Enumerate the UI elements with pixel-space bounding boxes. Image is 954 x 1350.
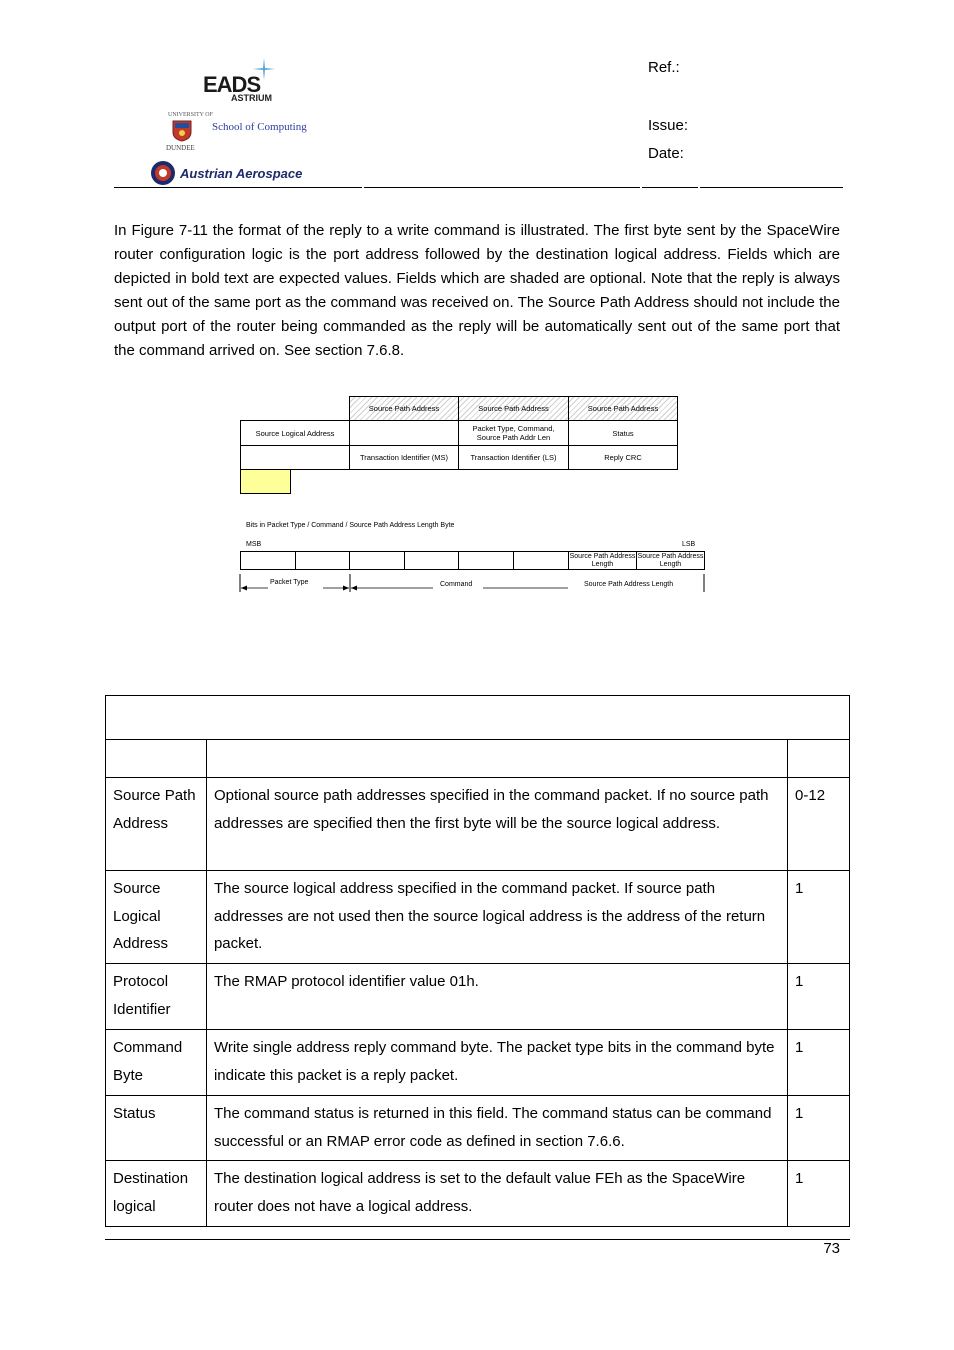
field-size: 1	[788, 1161, 850, 1227]
field-description: The RMAP protocol identifier value 01h.	[206, 964, 787, 1030]
field-size: 1	[788, 1030, 850, 1096]
field-size: 1	[788, 871, 850, 964]
field-name: Destination logical	[106, 1161, 207, 1227]
page-number: 73	[823, 1240, 840, 1257]
field-description: Optional source path addresses specified in the command packet. If no source path addresses are specified then the first byte will be the source logical address.	[206, 778, 787, 871]
field-description: The command status is returned in this field. The command status can be command successful or an RMAP error code as defined in section 7.6.6.	[206, 1096, 787, 1161]
figure-cell: Source Path Address	[458, 396, 569, 421]
table-row	[106, 778, 850, 871]
austrian-text: Austrian Aerospace	[180, 166, 303, 181]
figure-cell: Status	[568, 420, 678, 446]
field-description: The source logical address specified in the command packet. If source path addresses are not used then the source logical address is the address of the return packet.	[206, 871, 787, 964]
table-title-cell	[106, 696, 850, 740]
astrium-text: ASTRIUM	[231, 93, 272, 103]
field-name: Status	[106, 1096, 207, 1161]
table-row	[106, 871, 850, 964]
table-row	[106, 964, 850, 1030]
footer-rule	[105, 1239, 850, 1240]
packet-format-figure	[0, 0, 954, 620]
figure-cell: Reply CRC	[568, 445, 678, 470]
issue-label: Issue:	[648, 117, 689, 134]
table-row	[106, 1096, 850, 1161]
eads-text: EADS	[203, 72, 261, 97]
bit-cell	[404, 551, 459, 570]
figure-cell: Transaction Identifier (LS)	[458, 445, 569, 470]
body-paragraph: In Figure 7-11 the format of the reply to a write command is illustrated. The first byte sent by the SpaceWire router configuration logic is the port address followed by the destination logical address. Fields which are depicted in bold text are expected values. Fields which are shaded are optional. Note that the reply is always sent out of the same port as the command was received on. The Source Path Address should not include the output port of the router being commanded as the reply will be automatically sent out of the same port that the command arrived on. See section 7.6.8.	[114, 222, 840, 359]
table-header-cell	[106, 740, 207, 778]
bit-cell: Source Path Address Length	[568, 551, 637, 570]
table-header-cell	[788, 740, 850, 778]
figure-cell: Source Logical Address	[240, 420, 350, 446]
bit-cell	[349, 551, 405, 570]
table-header-cell	[206, 740, 787, 778]
bit-cell	[295, 551, 350, 570]
bits-caption: Bits in Packet Type / Command / Source Path Address Length Byte	[246, 522, 455, 529]
figure-cell-highlight	[240, 469, 291, 494]
school-text: School of Computing	[212, 121, 307, 133]
university-text: UNIVERSITY OF	[168, 112, 213, 118]
table-title-row	[106, 696, 850, 740]
msb-label: MSB	[246, 541, 262, 548]
figure-cell	[240, 445, 350, 470]
figure-cell	[349, 420, 459, 446]
field-name: Protocol Identifier	[106, 964, 207, 1030]
field-size: 1	[788, 964, 850, 1030]
bit-cell	[458, 551, 514, 570]
field-description: The destination logical address is set to the default value FEh as the SpaceWire router does not have a logical address.	[206, 1161, 787, 1227]
span-source-path-address-length: Source Path Address Length	[584, 581, 674, 588]
bit-cell: Source Path Address Length	[636, 551, 705, 570]
date-label: Date:	[648, 145, 684, 162]
lsb-label: LSB	[682, 541, 696, 548]
figure-cell: Transaction Identifier (MS)	[349, 445, 459, 470]
ref-label: Ref.:	[648, 59, 680, 76]
table-row	[106, 1030, 850, 1096]
field-name: Command Byte	[106, 1030, 207, 1096]
field-size: 1	[788, 1096, 850, 1161]
bit-cell	[513, 551, 569, 570]
figure-cell: Source Path Address	[349, 396, 459, 421]
table-row	[106, 1161, 850, 1227]
span-command: Command	[440, 581, 473, 588]
bit-cell	[240, 551, 296, 570]
field-description: Write single address reply command byte. The packet type bits in the command byte indicate this packet is a reply packet.	[206, 1030, 787, 1096]
table-header-row	[106, 740, 850, 778]
span-packet-type: Packet Type	[270, 579, 309, 586]
field-size: 0-12	[788, 778, 850, 871]
field-name: Source Logical Address	[106, 871, 207, 964]
field-name: Source Path Address	[106, 778, 207, 871]
dundee-text: DUNDEE	[166, 144, 195, 152]
fields-table	[105, 695, 850, 1227]
figure-cell: Packet Type, Command, Source Path Addr Len	[458, 420, 569, 446]
figure-cell: Source Path Address	[568, 396, 678, 421]
